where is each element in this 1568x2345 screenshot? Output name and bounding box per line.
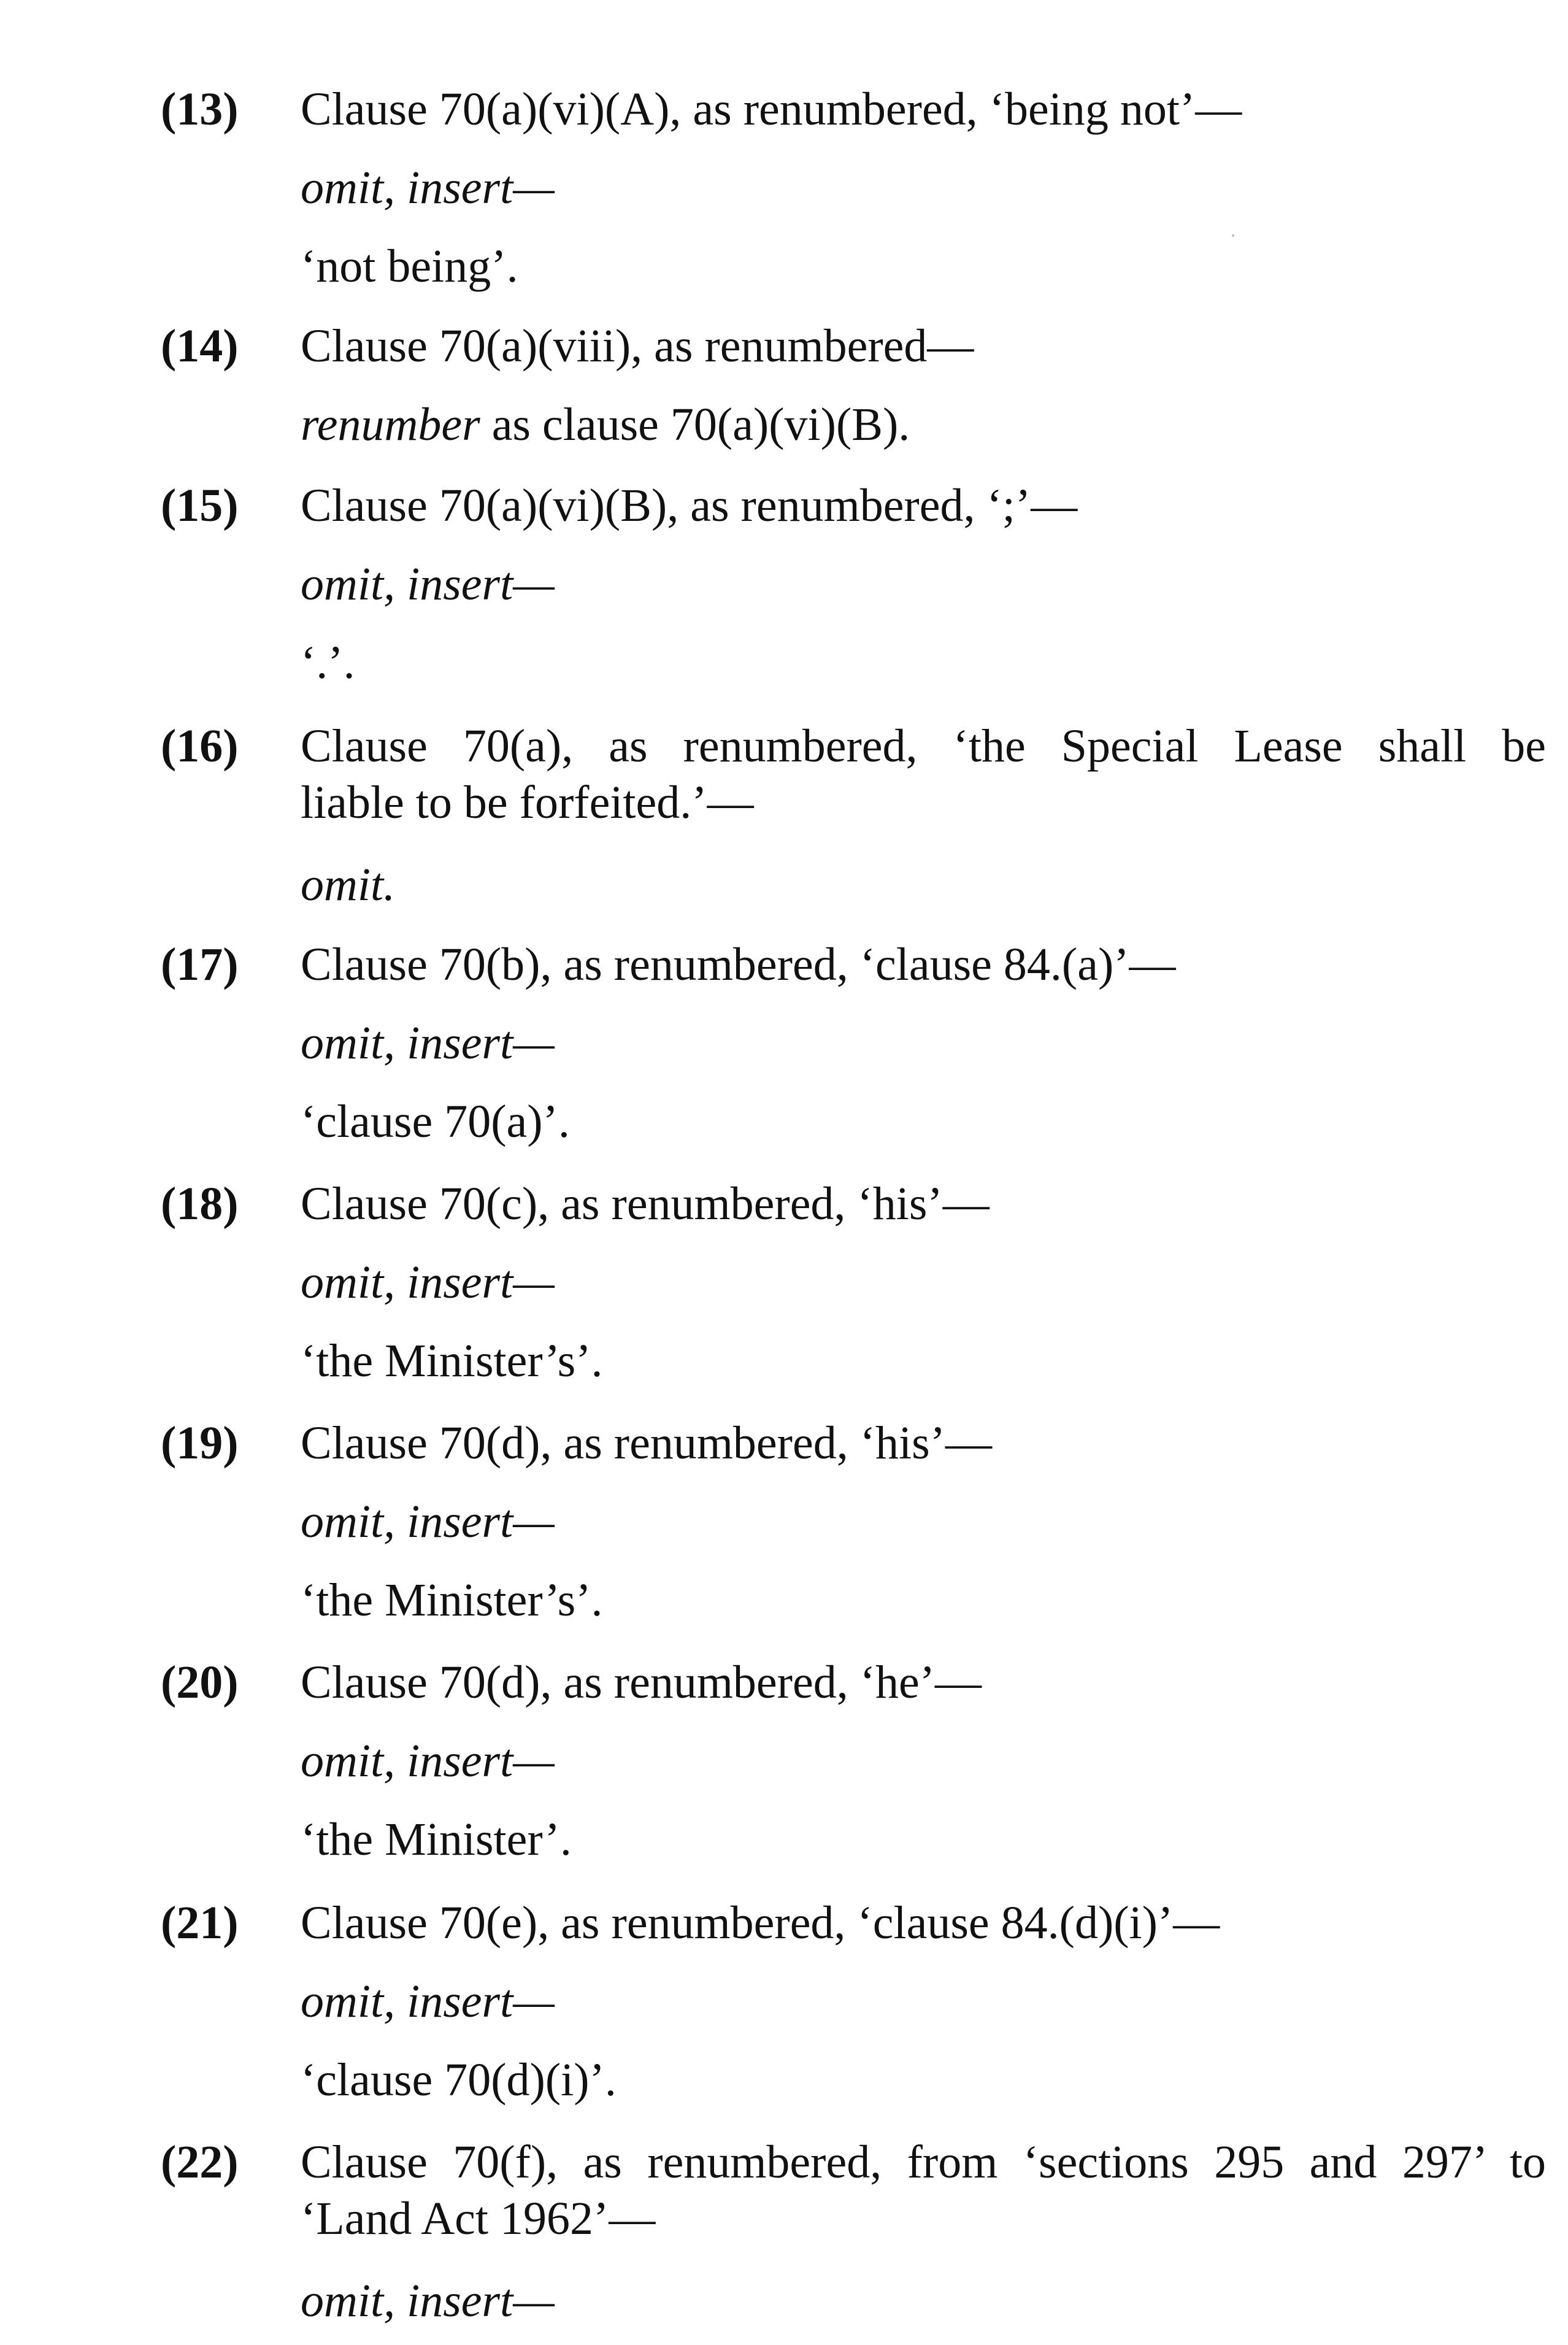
- item-heading: Clause 70(a)(vi)(B), as renumbered, ‘;’—: [301, 480, 1078, 531]
- item-number: (15): [161, 480, 239, 531]
- item-instruction: omit, insert—: [301, 1257, 555, 1308]
- instruction-italic: renumber: [301, 399, 480, 450]
- item-number: (20): [161, 1657, 239, 1708]
- item-heading: Clause 70(b), as renumbered, ‘clause 84.(a)’—: [301, 939, 1176, 990]
- item-heading: Clause 70(a)(vi)(A), as renumbered, ‘being not’—: [301, 83, 1242, 135]
- item-number: (18): [161, 1178, 239, 1230]
- item-instruction: omit, insert—: [301, 1496, 555, 1547]
- item-heading: Clause 70(d), as renumbered, ‘his’—: [301, 1417, 993, 1469]
- item-number: (14): [161, 320, 239, 372]
- heading-line-1: Clause 70(a), as renumbered, ‘the Special Lease shall be: [301, 720, 1546, 772]
- scan-speck: [1232, 234, 1234, 237]
- item-instruction: omit, insert—: [301, 558, 555, 610]
- item-instruction: omit, insert—: [301, 1976, 555, 2027]
- item-instruction: omit, insert—: [301, 162, 555, 214]
- item-instruction: omit, insert—: [301, 1017, 555, 1069]
- item-heading: Clause 70(e), as renumbered, ‘clause 84.(d)(i)’—: [301, 1897, 1220, 1949]
- item-heading: [301, 718, 1546, 831]
- item-instruction: omit, insert—: [301, 2275, 555, 2327]
- item-number: (16): [161, 720, 239, 772]
- item-heading: Clause 70(c), as renumbered, ‘his’—: [301, 1178, 990, 1230]
- heading-line-1: Clause 70(f), as renumbered, from ‘sections 295 and 297’ to: [301, 2136, 1546, 2188]
- item-heading: [301, 2134, 1546, 2247]
- item-number: (19): [161, 1417, 239, 1469]
- item-insertion: ‘clause 70(a)’.: [301, 1096, 570, 1147]
- item-instruction: omit.: [301, 859, 396, 911]
- item-insertion: ‘.’.: [301, 637, 355, 688]
- item-number: (17): [161, 939, 239, 990]
- item-number: (22): [161, 2136, 239, 2188]
- heading-line-2: ‘Land Act 1962’—: [301, 2193, 656, 2244]
- item-instruction: omit, insert—: [301, 1735, 555, 1787]
- item-number: (21): [161, 1897, 239, 1949]
- item-heading: Clause 70(a)(viii), as renumbered—: [301, 320, 974, 372]
- heading-line-2: liable to be forfeited.’—: [301, 777, 754, 828]
- item-insertion: ‘the Minister’s’.: [301, 1574, 603, 1626]
- instruction-rest: as clause 70(a)(vi)(B).: [480, 399, 910, 450]
- item-number: (13): [161, 83, 239, 135]
- item-insertion: ‘not being’.: [301, 241, 518, 292]
- item-insertion: ‘the Minister’s’.: [301, 1335, 603, 1387]
- item-insertion: ‘the Minister’.: [301, 1814, 572, 1865]
- item-instruction: [301, 396, 910, 453]
- item-heading: Clause 70(d), as renumbered, ‘he’—: [301, 1657, 982, 1708]
- item-insertion: ‘clause 70(d)(i)’.: [301, 2054, 617, 2106]
